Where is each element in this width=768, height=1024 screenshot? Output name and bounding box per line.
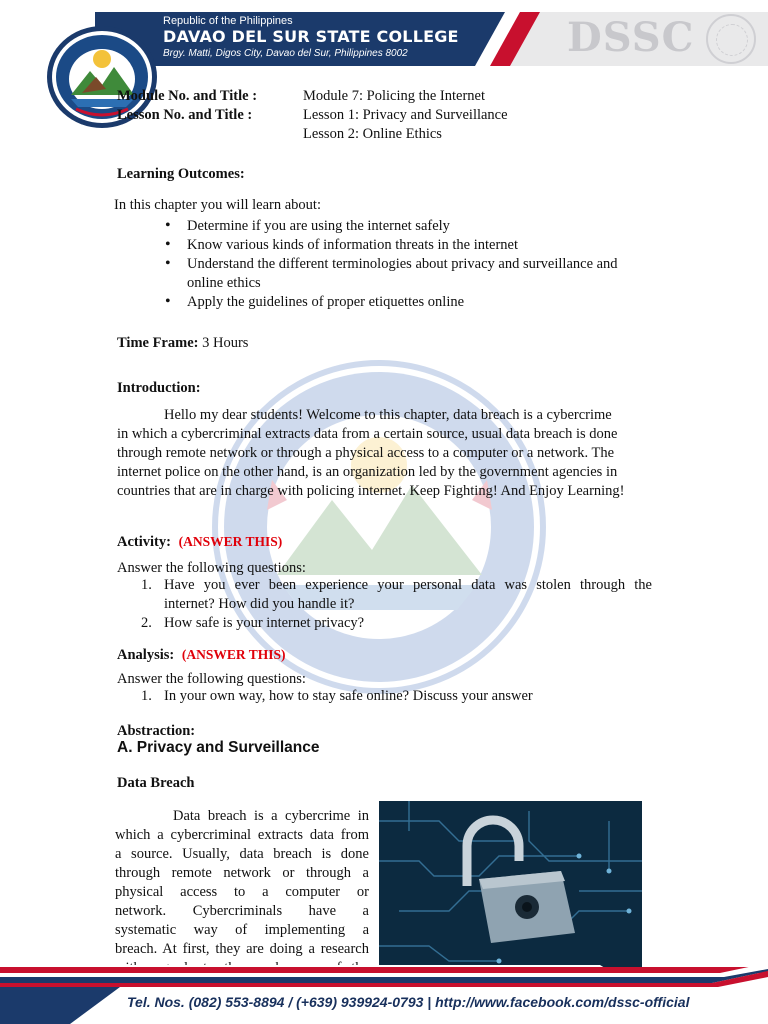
analysis-questions: [117, 687, 652, 706]
paragraph-line: breach. At first, they are doing a research: [115, 941, 369, 957]
learning-outcomes-intro: In this chapter you will learn about:: [114, 197, 321, 213]
paragraph-line: a source. Usually, data breach is done: [115, 846, 369, 862]
learning-outcomes-heading: Learning Outcomes:: [117, 166, 245, 182]
question-item: [117, 576, 652, 595]
time-frame-label: Time Frame:: [117, 335, 199, 351]
paragraph-line: countries that are in charge with policing internet. Keep Fighting! And Enjoy Learning!: [117, 483, 625, 499]
question-text: How safe is your internet privacy?: [164, 615, 365, 631]
learning-outcomes-list: [117, 217, 677, 312]
analysis-heading: Analysis:: [117, 647, 175, 663]
paragraph-line: which a cybercriminal extracts data from: [115, 827, 369, 843]
section-title: A. Privacy and Surveillance: [117, 739, 320, 756]
question-number: 1.: [141, 688, 152, 704]
activity-heading-row: [117, 532, 282, 552]
list-item: • Apply the guidelines of proper etiquettes online: [117, 293, 677, 312]
paragraph-line: Data breach is a cybercrime in: [173, 808, 369, 824]
question-number: 1.: [141, 577, 152, 593]
paragraph-line: network. Cybercriminals have a: [115, 903, 369, 919]
analysis-tag: (ANSWER THIS): [181, 647, 286, 662]
activity-questions: [117, 576, 652, 633]
activity-intro: Answer the following questions:: [117, 560, 306, 576]
list-item-continuation: online ethics: [187, 275, 261, 291]
college-address: Brgy. Matti, Digos City, Davao del Sur, Philippines 8002: [163, 48, 408, 59]
lesson-value-1: Lesson 1: Privacy and Surveillance: [303, 107, 508, 123]
analysis-heading-row: [117, 645, 286, 665]
broken-padlock-image: [379, 801, 642, 969]
analysis-intro: Answer the following questions:: [117, 671, 306, 687]
time-frame-value: 3 Hours: [202, 335, 249, 351]
dssc-logo: DSSC: [567, 14, 695, 61]
paragraph-line: physical access to a computer or: [115, 884, 369, 900]
list-item: • Determine if you are using the internet safely: [117, 217, 677, 236]
college-name: DAVAO DEL SUR STATE COLLEGE: [163, 27, 459, 46]
question-text: In your own way, how to stay safe online? Discuss your answer: [164, 688, 533, 704]
data-breach-heading: Data Breach: [117, 775, 195, 791]
question-number: 2.: [141, 615, 152, 631]
activity-heading: Activity:: [117, 534, 171, 550]
paragraph-line: Hello my dear students! Welcome to this chapter, data breach is a cybercrime: [164, 407, 612, 423]
footer-contact: Tel. Nos. (082) 553-8894 / (+639) 939924-0793 | http://www.facebook.com/dssc-official: [127, 994, 690, 1010]
lesson-label: Lesson No. and Title :: [117, 107, 253, 123]
introduction-paragraph: [117, 406, 652, 501]
abstraction-heading: Abstraction:: [117, 723, 196, 739]
question-text: Have you ever been experience your personal data was stolen through the: [164, 577, 652, 593]
activity-tag: (ANSWER THIS): [178, 534, 283, 549]
paragraph-line: through remote network or through a: [115, 865, 369, 881]
republic-text: Republic of the Philippines: [163, 15, 293, 27]
paragraph-line: through remote network or through a physical access to a computer or a network. The: [117, 445, 615, 461]
paragraph-line: systematic way of implementing a: [115, 922, 369, 938]
paragraph-line: in which a cybercriminal extracts data from a certain source, usual data breach is done: [117, 426, 618, 442]
list-item: • Know various kinds of information threats in the internet: [117, 236, 677, 255]
question-item: [117, 687, 652, 706]
question-continuation: internet? How did you handle it?: [164, 596, 355, 612]
paragraph-line: internet police on the other hand, is an organization led by the government agencies in: [117, 464, 618, 480]
list-item: • Understand the different terminologies about privacy and surveillance and: [117, 255, 677, 274]
lesson-value-2: Lesson 2: Online Ethics: [303, 126, 442, 142]
module-label: Module No. and Title :: [117, 88, 258, 104]
module-value: Module 7: Policing the Internet: [303, 88, 486, 104]
data-breach-paragraph: [115, 807, 369, 967]
question-item: [117, 614, 652, 633]
introduction-heading: Introduction:: [117, 380, 201, 396]
time-frame: [117, 334, 248, 353]
college-seal-icon-small: [706, 14, 756, 64]
